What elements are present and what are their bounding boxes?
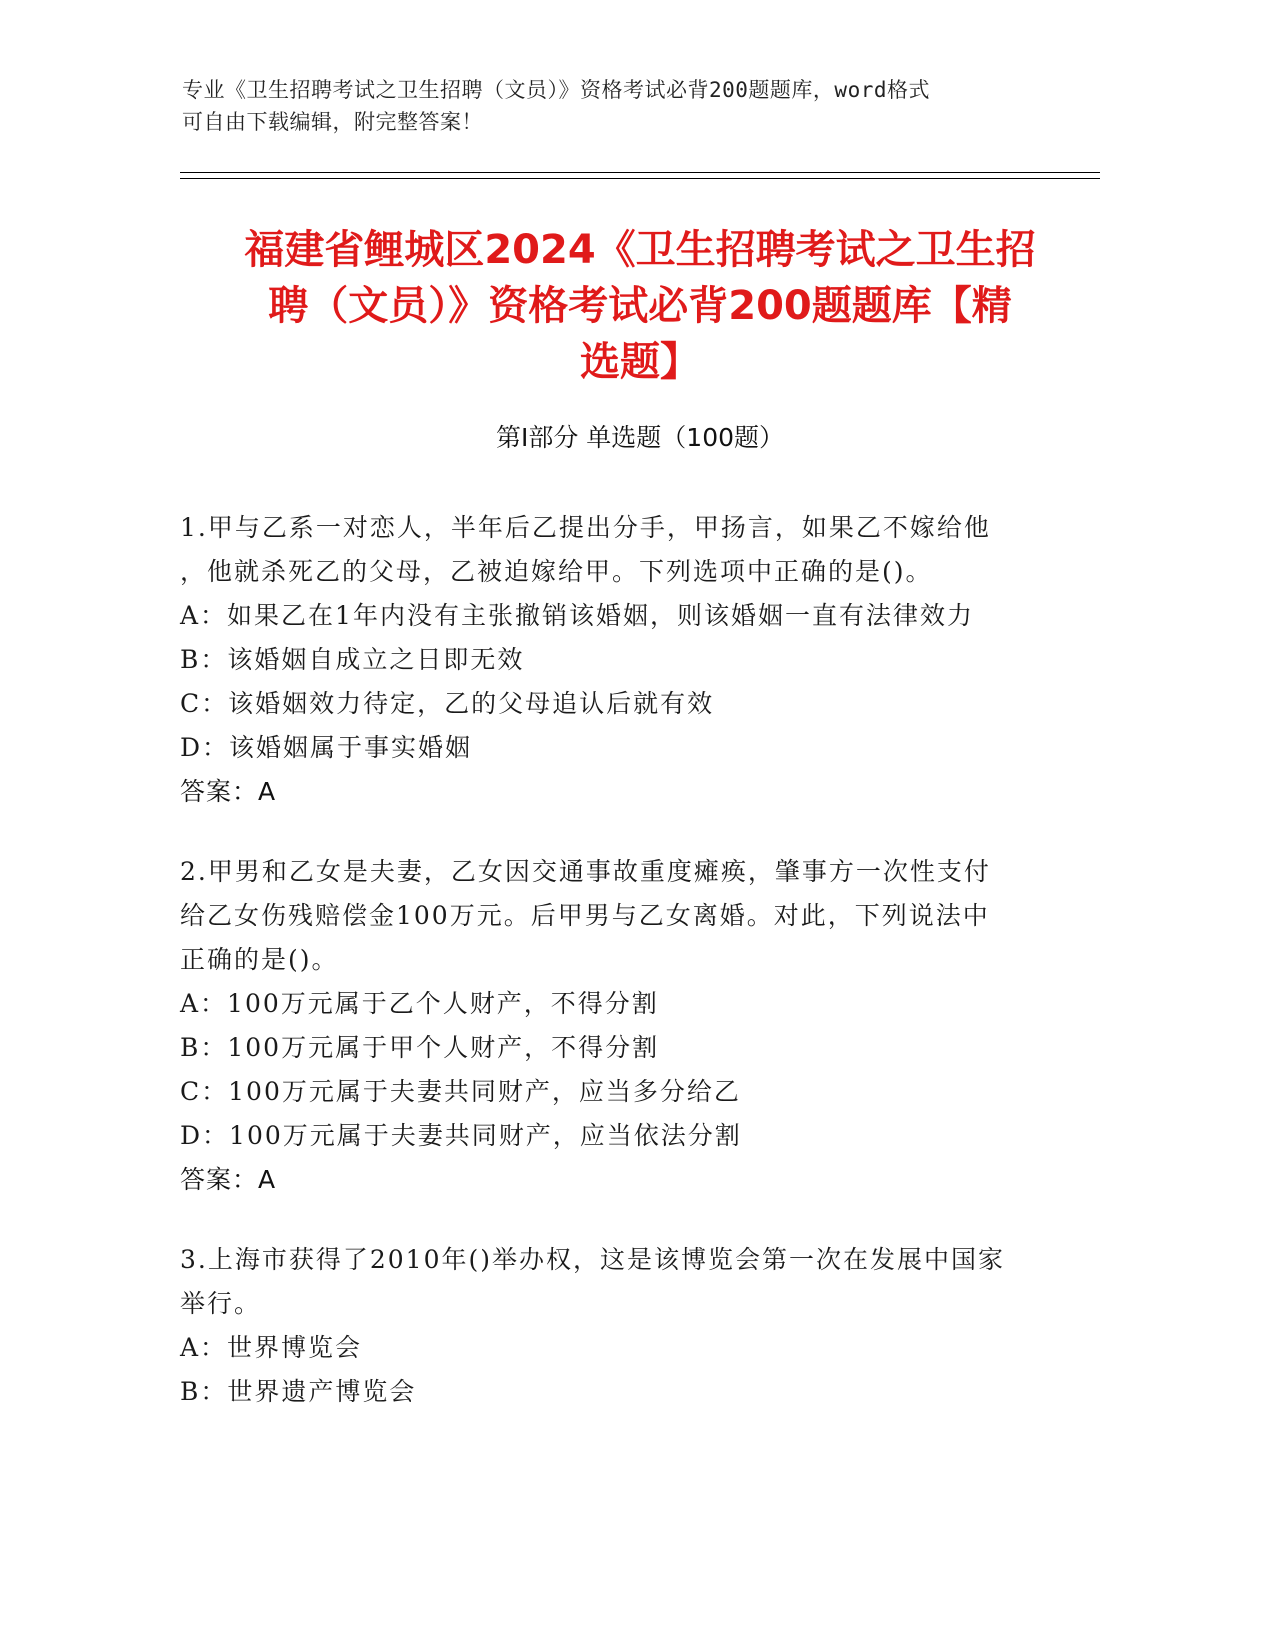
option-a: A：100万元属于乙个人财产，不得分割 — [180, 989, 659, 1018]
option-a: A：如果乙在1年内没有主张撤销该婚姻，则该婚姻一直有法律效力 — [180, 601, 974, 630]
question-1 — [180, 506, 1040, 814]
question-3 — [180, 1238, 1040, 1414]
question-stem-line: 3.上海市获得了2010年()举办权，这是该博览会第一次在发展中国家 — [180, 1245, 1005, 1274]
title-line: 选题】 — [580, 339, 700, 385]
option-d: D：该婚姻属于事实婚姻 — [180, 733, 473, 762]
question-stem-line: 正确的是()。 — [180, 945, 339, 974]
question-stem-line: 给乙女伤残赔偿金100万元。后甲男与乙女离婚。对此，下列说法中 — [180, 901, 990, 930]
header-note-line: 专业《卫生招聘考试之卫生招聘（文员）》资格考试必背200题题库，word格式 — [182, 78, 930, 102]
header-divider-bottom — [180, 178, 1100, 179]
title-line: 福建省鲤城区2024《卫生招聘考试之卫生招 — [244, 227, 1036, 273]
option-c: C：该婚姻效力待定，乙的父母追认后就有效 — [180, 689, 715, 718]
question-stem-line: ，他就杀死乙的父母，乙被迫嫁给甲。下列选项中正确的是()。 — [180, 557, 933, 586]
answer: 答案：A — [180, 1165, 277, 1194]
header-note — [182, 74, 1042, 138]
option-b: B：该婚姻自成立之日即无效 — [180, 645, 525, 674]
header-note-line: 可自由下载编辑，附完整答案！ — [182, 110, 483, 134]
option-b: B：100万元属于甲个人财产，不得分割 — [180, 1033, 660, 1062]
title-line: 聘（文员）》资格考试必背200题题库【精 — [268, 283, 1012, 329]
option-a: A：世界博览会 — [180, 1333, 363, 1362]
option-b: B：世界遗产博览会 — [180, 1377, 417, 1406]
question-list — [180, 506, 1040, 1450]
question-stem-line: 举行。 — [180, 1289, 262, 1318]
header-divider-top — [180, 172, 1100, 173]
section-title: 第Ⅰ部分 单选题（100题） — [495, 423, 785, 452]
answer: 答案：A — [180, 777, 277, 806]
question-2 — [180, 850, 1040, 1202]
question-stem-line: 1.甲与乙系一对恋人，半年后乙提出分手，甲扬言，如果乙不嫁给他 — [180, 513, 991, 542]
option-d: D：100万元属于夫妻共同财产，应当依法分割 — [180, 1121, 742, 1150]
document-title — [180, 222, 1100, 390]
question-stem-line: 2.甲男和乙女是夫妻，乙女因交通事故重度瘫痪，肇事方一次性支付 — [180, 857, 991, 886]
option-c: C：100万元属于夫妻共同财产，应当多分给乙 — [180, 1077, 741, 1106]
